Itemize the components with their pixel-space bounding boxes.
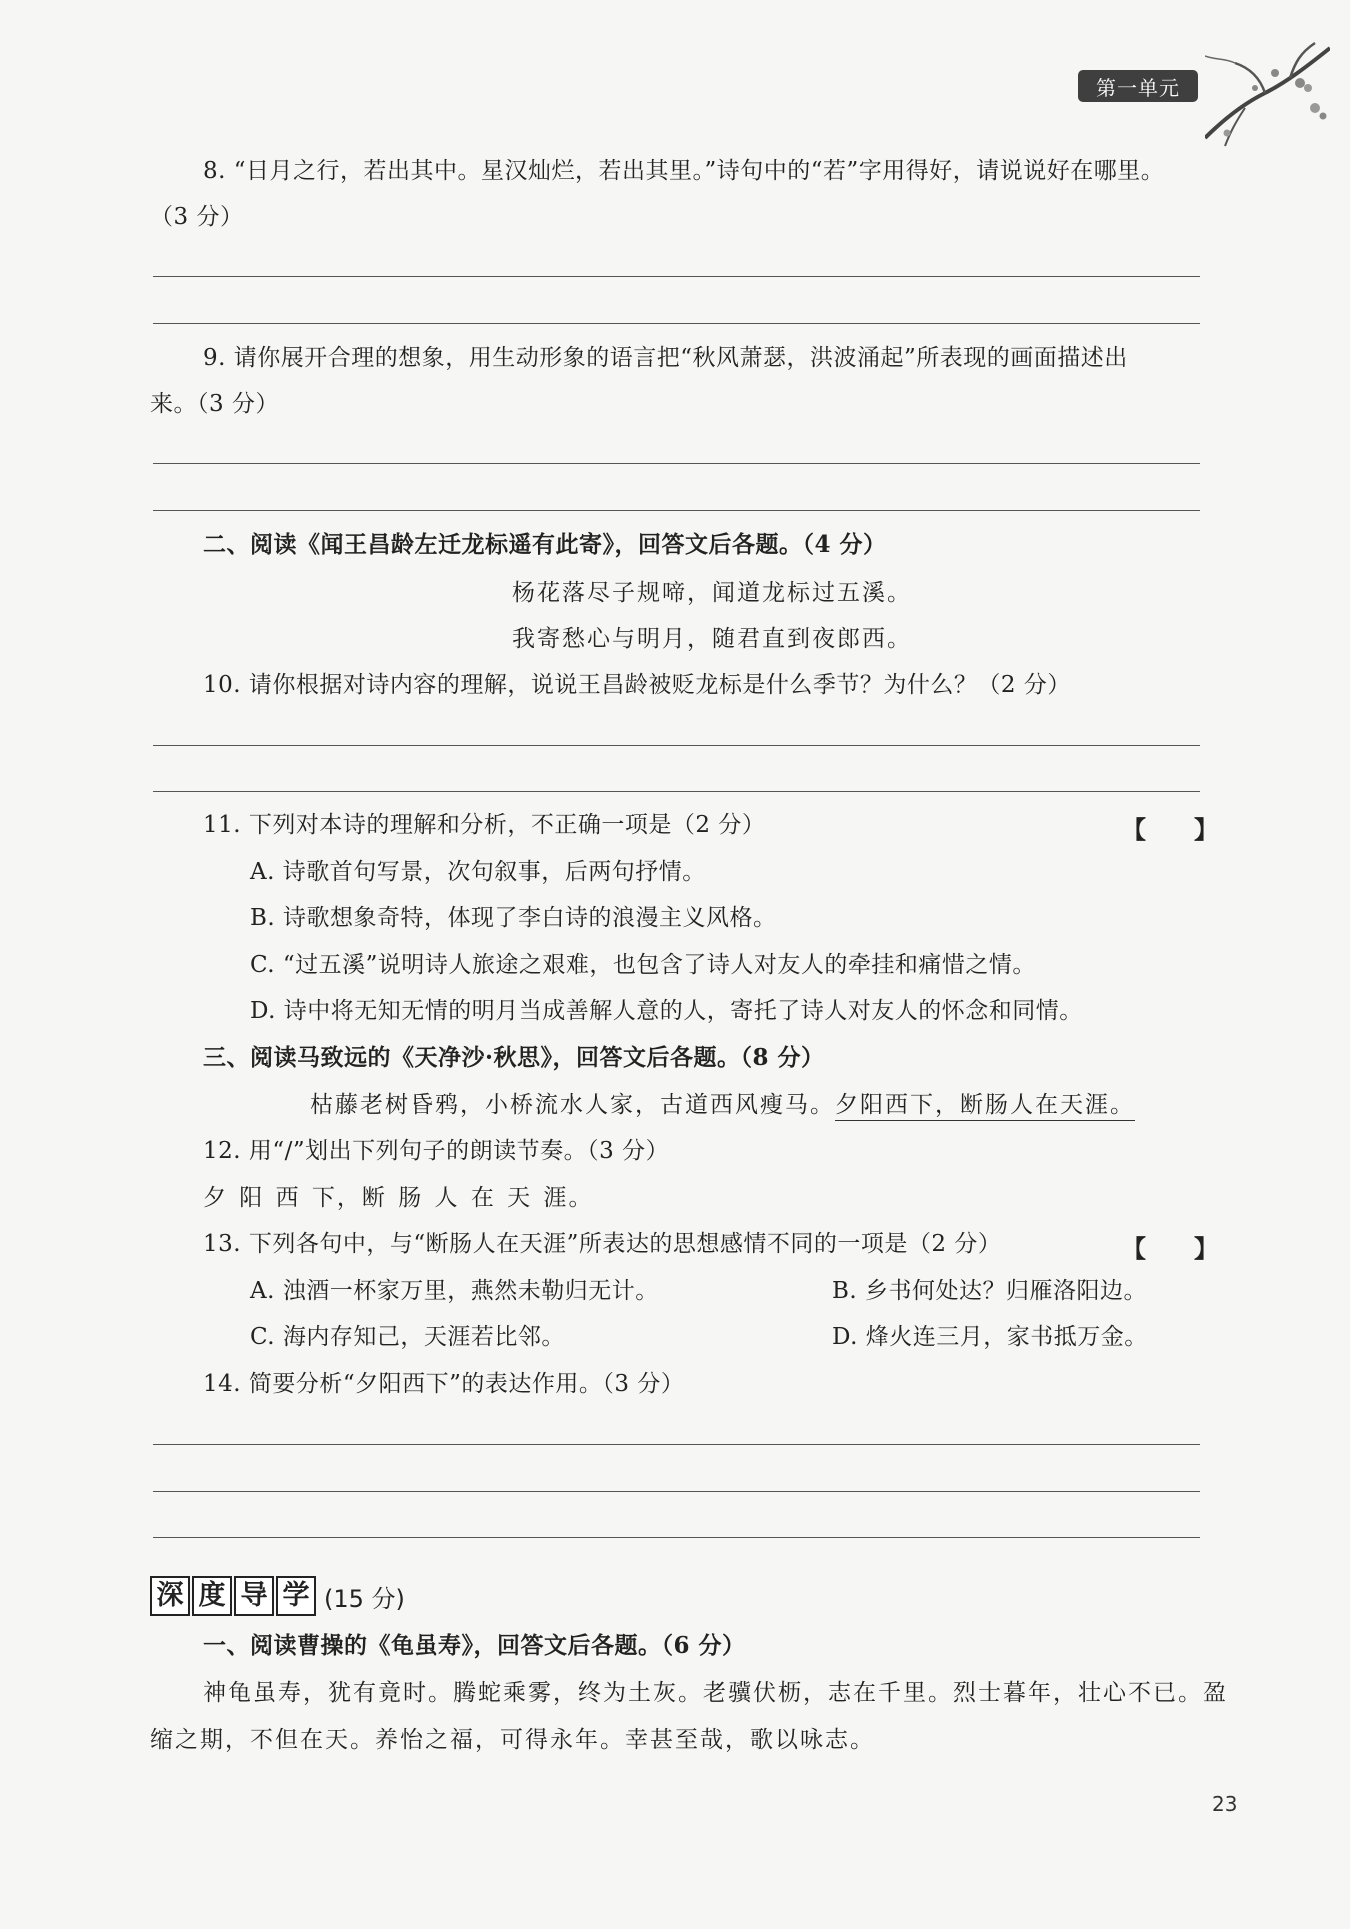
- q8-score: （3 分）: [150, 204, 244, 230]
- poem-line: 我寄愁心与明月，随君直到夜郎西。: [512, 626, 912, 652]
- q11-text: 11. 下列对本诗的理解和分析，不正确一项是（2 分）: [203, 812, 766, 838]
- option-d: D. 烽火连三月，家书抵万金。: [832, 1324, 1148, 1350]
- poem-main: 枯藤老树昏鸦，小桥流水人家，古道西风瘦马。: [310, 1092, 835, 1118]
- option-c: C. “过五溪”说明诗人旅途之艰难，也包含了诗人对友人的牵挂和痛惜之情。: [250, 952, 1036, 978]
- q12-sentence: 夕 阳 西 下，断 肠 人 在 天 涯。: [203, 1185, 594, 1211]
- deep-part1-heading: 一、阅读曹操的《龟虽寿》，回答文后各题。（6 分）: [203, 1632, 746, 1659]
- q10-text: 10. 请你根据对诗内容的理解，说说王昌龄被贬龙标是什么季节？为什么？（2 分）: [203, 672, 1071, 698]
- section-char: 度: [192, 1576, 232, 1616]
- unit-badge: 第一单元: [1078, 70, 1198, 102]
- answer-bracket[interactable]: 【 】: [1122, 816, 1218, 844]
- q14-text: 14. 简要分析“夕阳西下”的表达作用。（3 分）: [203, 1371, 685, 1397]
- option-b: B. 乡书何处达？归雁洛阳边。: [832, 1278, 1148, 1304]
- q13-text: 13. 下列各句中，与“断肠人在天涯”所表达的思想感情不同的一项是（2 分）: [203, 1231, 1002, 1257]
- plum-branch-illustration: [1205, 38, 1330, 148]
- section-char: 导: [234, 1576, 274, 1616]
- option-b: B. 诗歌想象奇特，体现了李白诗的浪漫主义风格。: [250, 905, 777, 931]
- answer-line[interactable]: [153, 510, 1200, 511]
- answer-line[interactable]: [153, 323, 1200, 324]
- answer-line[interactable]: [153, 1491, 1200, 1492]
- q9-text-continued: 来。（3 分）: [150, 391, 279, 417]
- part3-heading: 三、阅读马致远的《天净沙·秋思》，回答文后各题。（8 分）: [203, 1044, 825, 1071]
- option-a: A. 诗歌首句写景，次句叙事，后两句抒情。: [250, 859, 706, 885]
- option-d: D. 诗中将无知无情的明月当成善解人意的人，寄托了诗人对友人的怀念和同情。: [250, 998, 1083, 1024]
- poem-underlined: 夕阳西下，断肠人在天涯。: [835, 1092, 1135, 1121]
- section-char: 深: [150, 1576, 190, 1616]
- answer-line[interactable]: [153, 276, 1200, 277]
- answer-line[interactable]: [153, 463, 1200, 464]
- q12-text: 12. 用“/”划出下列句子的朗读节奏。（3 分）: [203, 1138, 670, 1164]
- q8-text: 8. “日月之行，若出其中。星汉灿烂，若出其里。”诗句中的“若”字用得好，请说说好在哪里。: [203, 158, 1165, 184]
- page-number: 23: [1212, 1792, 1238, 1816]
- option-a: A. 浊酒一杯家万里，燕然未勒归无计。: [250, 1278, 659, 1304]
- answer-line[interactable]: [153, 745, 1200, 746]
- answer-line[interactable]: [153, 791, 1200, 792]
- poem-line: [310, 1090, 1135, 1120]
- answer-bracket[interactable]: 【 】: [1122, 1235, 1218, 1263]
- option-c: C. 海内存知己，天涯若比邻。: [250, 1324, 565, 1350]
- poem-line: 杨花落尽子规啼，闻道龙标过五溪。: [512, 580, 912, 606]
- part2-heading: 二、阅读《闻王昌龄左迁龙标遥有此寄》，回答文后各题。（4 分）: [203, 531, 887, 558]
- section-char: 学: [276, 1576, 316, 1616]
- q9-text: 9. 请你展开合理的想象，用生动形象的语言把“秋风萧瑟，洪波涌起”所表现的画面描述出: [203, 345, 1128, 371]
- section-score: (15 分): [324, 1584, 405, 1613]
- section-title-deep-learning: [150, 1577, 405, 1615]
- answer-line[interactable]: [153, 1444, 1200, 1445]
- poem-line: 缩之期，不但在天。养怡之福，可得永年。幸甚至哉，歌以咏志。: [150, 1727, 875, 1753]
- answer-line[interactable]: [153, 1537, 1200, 1538]
- poem-line: 神龟虽寿，犹有竟时。腾蛇乘雾，终为土灰。老骥伏枥，志在千里。烈士暮年，壮心不已。盈: [203, 1680, 1228, 1706]
